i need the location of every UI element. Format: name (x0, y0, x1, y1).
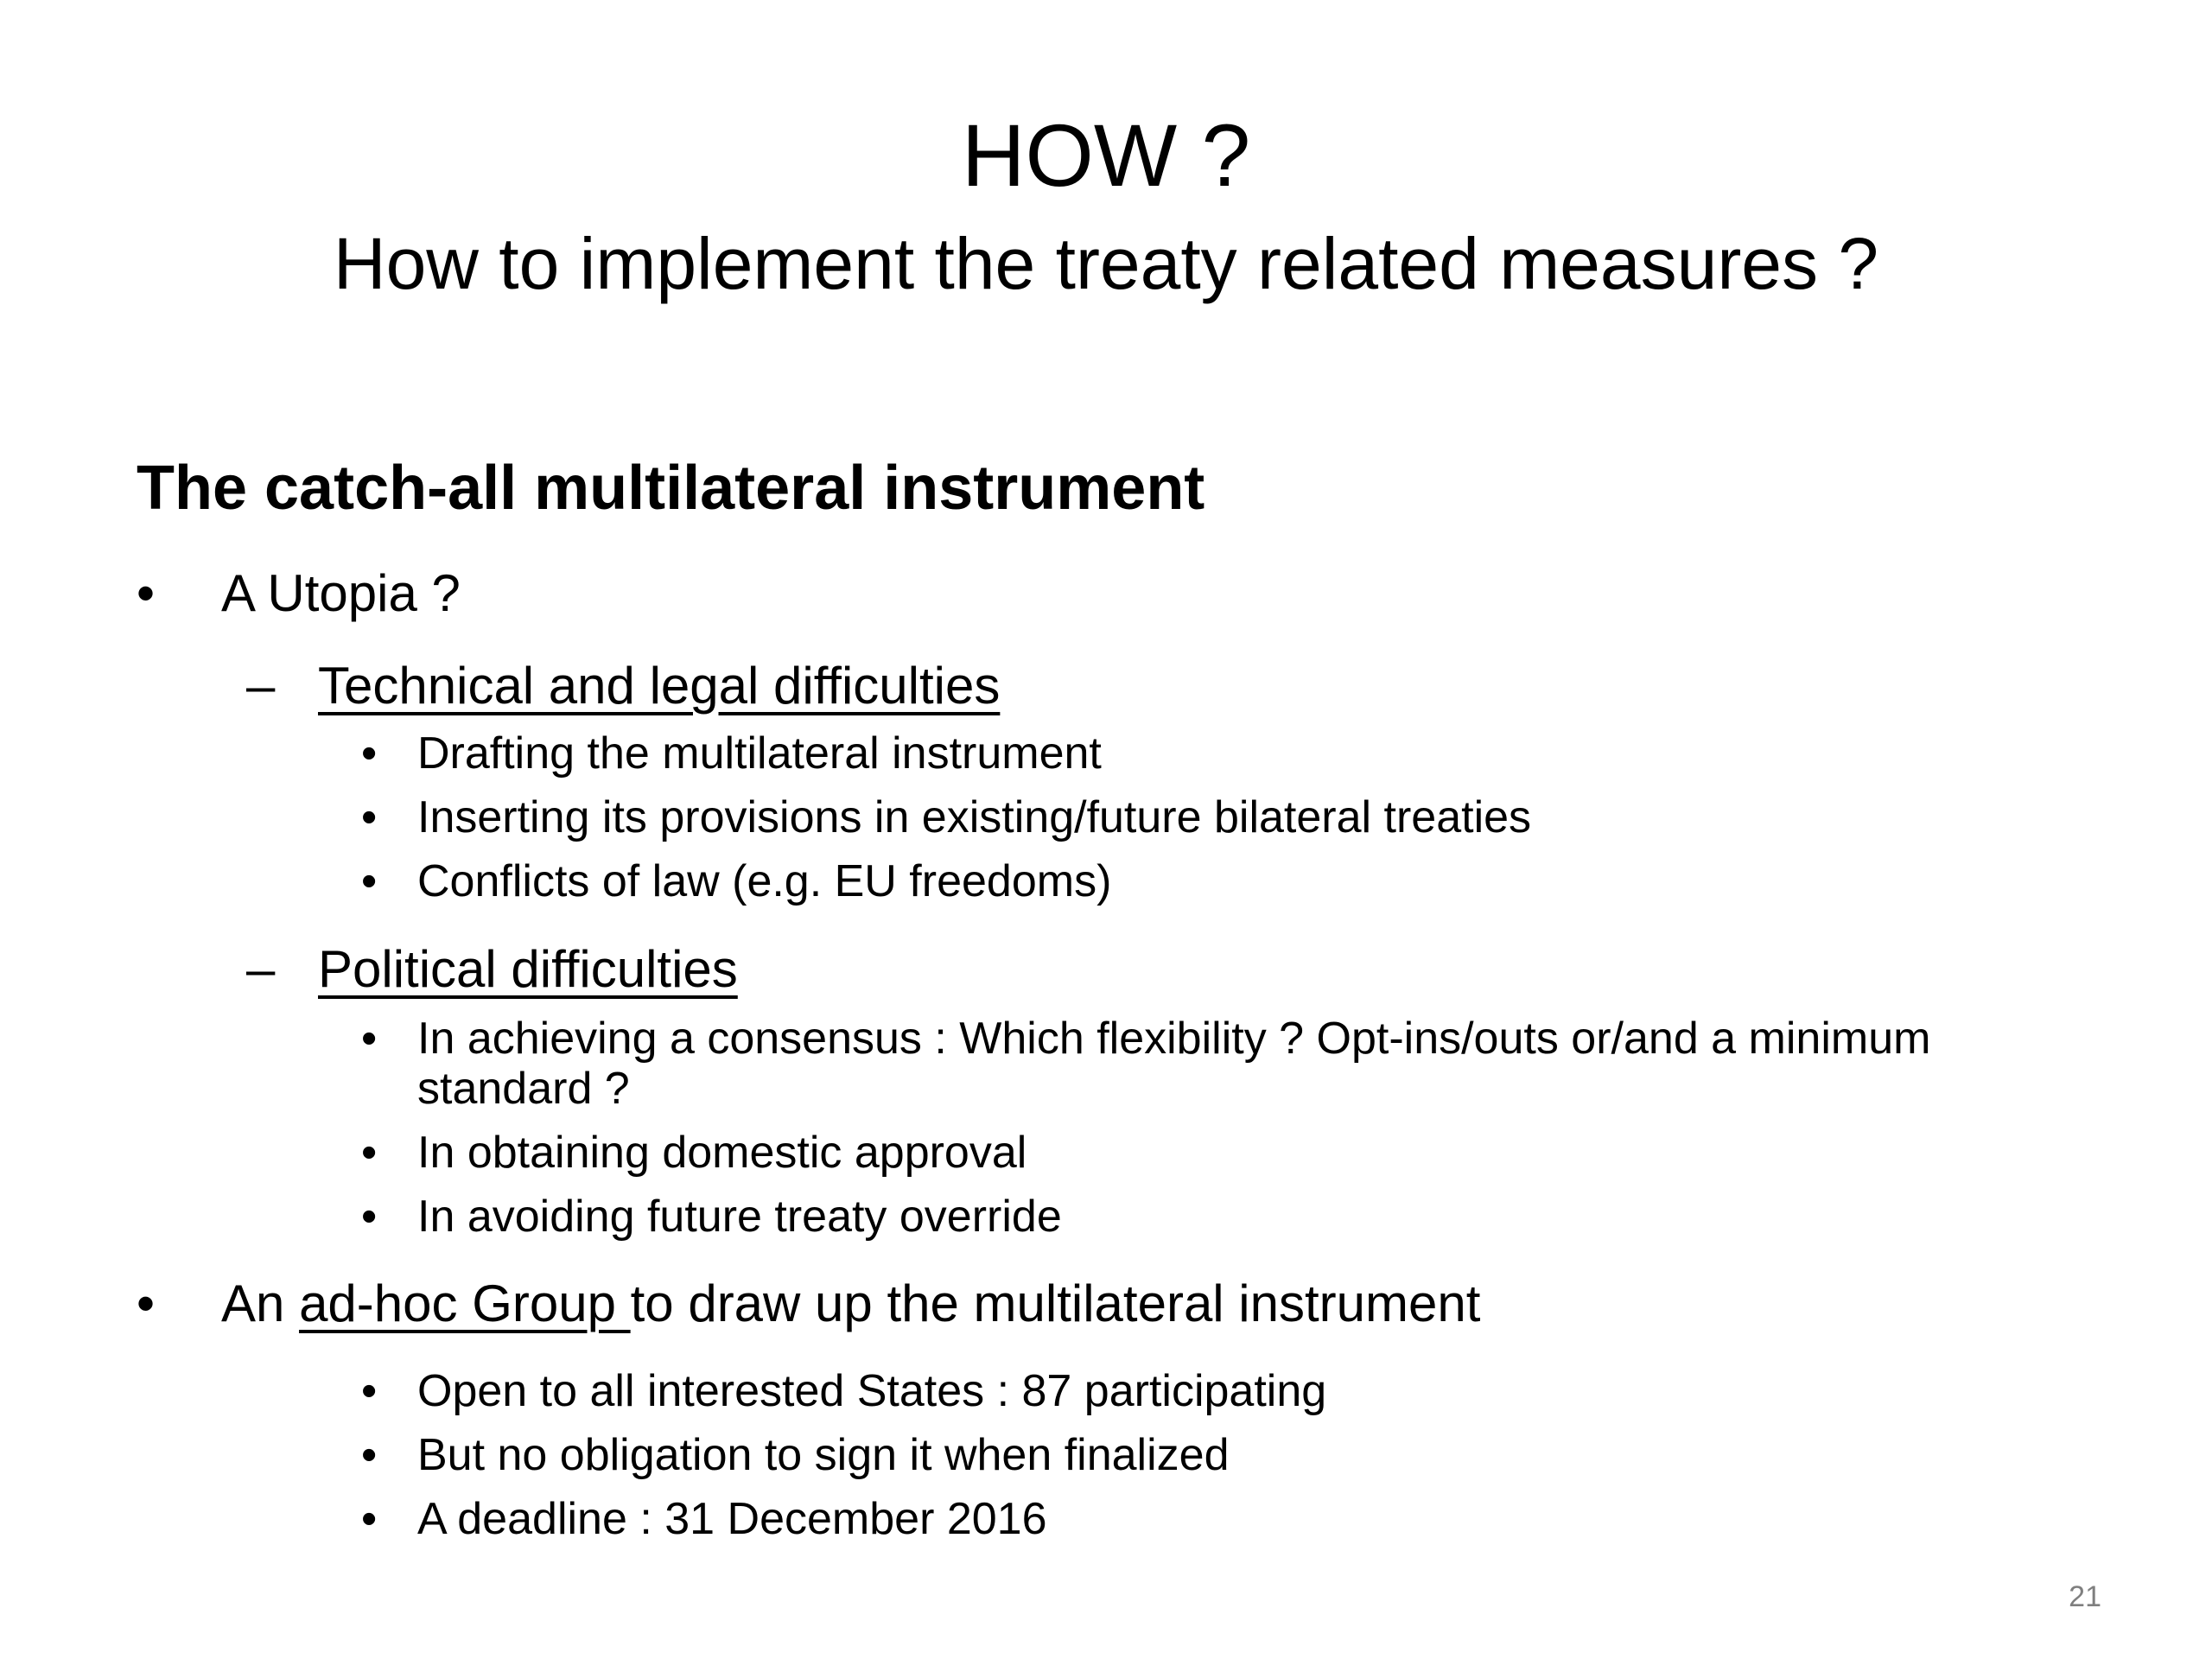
list-item-text: Drafting the multilateral instrument (417, 728, 1102, 779)
adhoc-group-underlined: ad-hoc Group (299, 1274, 631, 1332)
bullet-marker: • (361, 1014, 378, 1064)
list-item-text: Open to all interested States : 87 participating (417, 1366, 1327, 1416)
bullet-marker: • (361, 792, 378, 842)
slide-title: HOW ? (961, 106, 1251, 205)
page-number: 21 (2069, 1580, 2101, 1613)
bullet-marker: • (361, 1494, 378, 1544)
bullet-marker: • (361, 1366, 378, 1416)
section-heading: The catch-all multilateral instrument (137, 454, 1205, 523)
bullet-adhoc-suffix: to draw up the multilateral instrument (630, 1274, 1481, 1332)
subbullet-technical-text: Technical and legal difficulties (318, 657, 1001, 715)
list-item-text: A deadline : 31 December 2016 (417, 1494, 1047, 1544)
bullet-marker: • (361, 856, 378, 906)
bullet-adhoc-text (221, 1272, 1480, 1336)
dash-marker: – (246, 657, 276, 715)
list-item-text: Inserting its provisions in existing/future bilateral treaties (417, 792, 1532, 842)
list-item-text: In obtaining domestic approval (417, 1128, 1027, 1178)
list-item-text: standard ? (417, 1064, 630, 1114)
list-item-text: In avoiding future treaty override (417, 1192, 1062, 1242)
list-item-text: In achieving a consensus : Which flexibility ? Opt-ins/outs or/and a minimum (417, 1014, 1931, 1064)
bullet-adhoc-prefix: An (221, 1274, 300, 1332)
list-item-text: But no obligation to sign it when finalized (417, 1430, 1230, 1480)
slide-subtitle: How to implement the treaty related measures ? (333, 223, 1879, 304)
bullet-marker: • (361, 1430, 378, 1480)
bullet-marker: • (137, 1274, 156, 1332)
bullet-marker: • (361, 728, 378, 779)
list-item-text: Conflicts of law (e.g. EU freedoms) (417, 856, 1112, 906)
bullet-marker: • (361, 1192, 378, 1242)
dash-marker: – (246, 940, 276, 998)
bullet-marker: • (361, 1128, 378, 1178)
subbullet-political-text: Political difficulties (318, 940, 738, 998)
bullet-utopia-text: A Utopia ? (221, 564, 461, 622)
bullet-marker: • (137, 564, 156, 622)
